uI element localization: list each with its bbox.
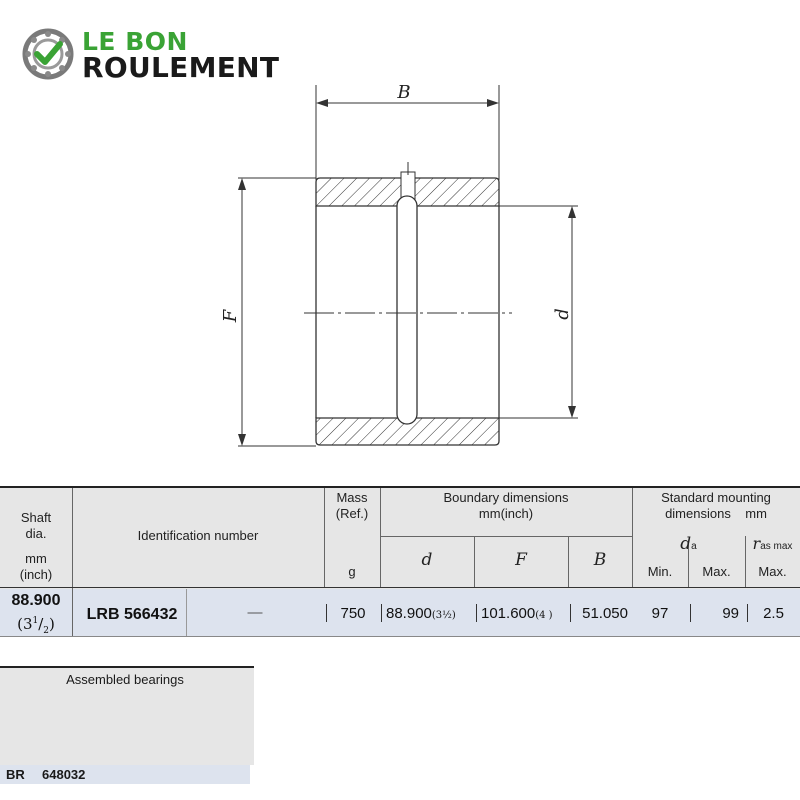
- da-min-value: 97: [651, 605, 669, 622]
- assembled-number[interactable]: 648032: [42, 767, 86, 782]
- assembled-bearings-table: [0, 666, 254, 784]
- assembled-title: Assembled bearings: [66, 672, 184, 687]
- da-max-value: 99: [722, 605, 739, 622]
- width-b-value: 51.050: [582, 605, 628, 622]
- shaft-dia-inch: $(3^1/_2)$: [17, 615, 55, 636]
- header-shaft: Shaft dia.: [20, 510, 52, 541]
- header-max: Max.: [702, 564, 731, 579]
- assembled-prefix: BR: [6, 767, 25, 782]
- header-col-b: B: [593, 550, 607, 570]
- assembled-row: [0, 765, 250, 784]
- shaft-dia-value: 88.900: [11, 592, 61, 609]
- header-shaft-unit: mm (inch): [19, 551, 53, 582]
- header-ident: Identification number: [137, 528, 259, 543]
- dimension-label-d: d: [552, 308, 573, 320]
- header-mounting: Standard mounting dimensions mm: [661, 490, 771, 521]
- logo-text-bottom: ROULEMENT: [82, 51, 280, 84]
- no-value-dash: —: [247, 604, 263, 621]
- identification-number[interactable]: LRB 566432: [86, 606, 178, 623]
- header-mass: Mass (Ref.): [335, 490, 369, 521]
- header-boundary: Boundary dimensions mm(inch): [443, 490, 569, 521]
- mass-value: 750: [340, 605, 366, 622]
- dimension-label-b: B: [397, 82, 411, 103]
- logo-text-top: LE BON: [82, 27, 188, 56]
- ras-max-value: 2.5: [763, 605, 784, 622]
- header-col-d: d: [421, 550, 433, 570]
- header-ras: ras max: [752, 534, 793, 553]
- header-da: da: [680, 534, 697, 554]
- header-col-f: F: [515, 550, 527, 570]
- dimension-label-f: F: [220, 309, 241, 323]
- header-max-ras: Max.: [758, 564, 787, 579]
- specification-table: [0, 486, 800, 638]
- header-min: Min.: [647, 564, 673, 579]
- bore-d-value: 88.900(3½): [386, 605, 456, 622]
- outer-f-value: 101.600(4 ): [481, 605, 553, 622]
- header-mass-unit: g: [348, 564, 356, 579]
